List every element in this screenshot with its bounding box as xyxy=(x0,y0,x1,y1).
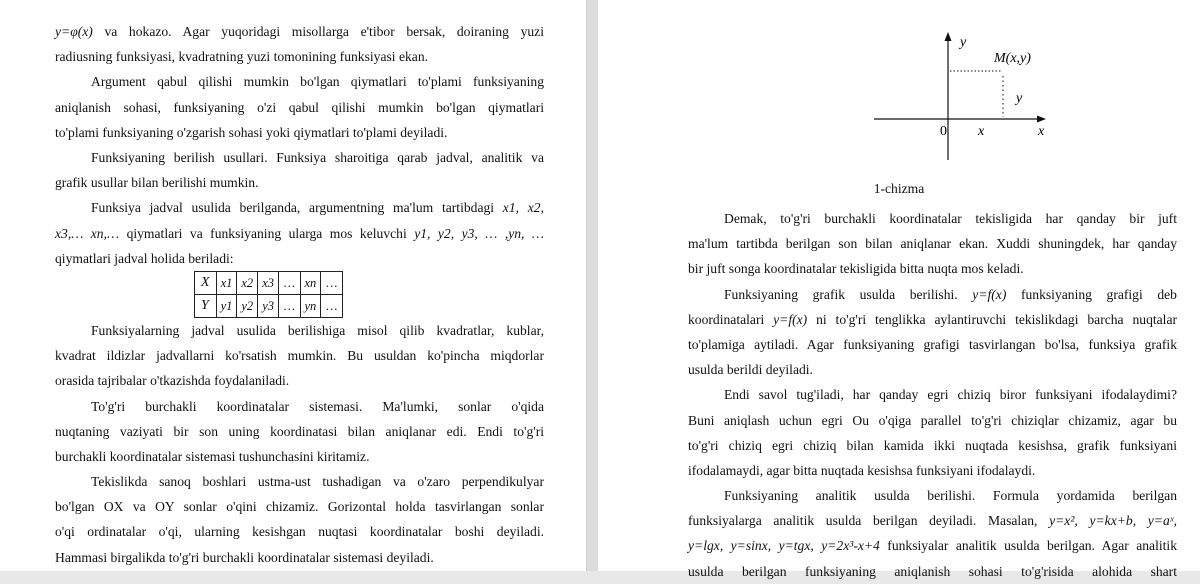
text-line: grafik usullar bilan berilishi mumkin. xyxy=(55,175,259,191)
text-line: x3,… xn,… qiymatlari va funksiyaning ularga mos keluvchi y1, y2, y3, … ,yn, … xyxy=(55,225,544,241)
text-line: Demak, to'g'ri burchakli koordinatalar tekisligida har qanday bir juft xyxy=(724,211,1177,226)
text-line: funksiyalarga analitik usulda berilgan deyiladi. Masalan, y=x², y=kx+b, y=aˣ, xyxy=(688,513,1177,529)
page-gutter xyxy=(586,0,598,571)
text-line: ma'lum tartibda berilgan son bilan aniqlanar ekan. Xuddi shuningdek, har qanday xyxy=(688,236,1177,252)
text-line: to'g'ri chiziq egri chiziq bilan kamida ikki nuqtada kesishsa, grafik funksiyani xyxy=(688,437,1177,453)
table-cell: … xyxy=(321,271,343,294)
origin-label: 0 xyxy=(940,124,947,139)
left-page xyxy=(0,0,586,571)
text-line: Endi savol tug'iladi, har qanday egri chiziq biror funksiyani ifodalaydimi? xyxy=(724,387,1177,403)
text-line: bir juft songa koordinatalar tekisligida bitta nuqta mos keladi. xyxy=(688,261,1024,277)
table-cell: y2 xyxy=(237,294,258,317)
y-axis-label: y xyxy=(960,35,967,50)
table-row xyxy=(195,271,343,294)
text-line: Funksiyaning grafik usulda berilishi. y=f(x) funksiyaning grafigi deb xyxy=(724,286,1177,302)
text-line: y=φ(x) va hokazo. Agar yuqoridagi misollarga e'tibor bersak, doiraning yuzi xyxy=(55,24,544,39)
table-cell: yn xyxy=(300,294,321,317)
text-line: Funksiyaning berilish usullari. Funksiya sharoitiga qarab jadval, analitik va xyxy=(91,149,544,165)
text-line: usulda berilgan funksiyaning aniqlanish sohasi to'g'risida alohida shart xyxy=(688,563,1177,579)
text-line: kvadrat ildizlar jadvallarni ko'rsatish mumkin. Bu usuldan ko'pincha miqdorlar xyxy=(55,348,544,364)
text-line: ifodalamaydi, agar bitta nuqtada kesishsa funksiyani ifodalaydi. xyxy=(688,462,1036,478)
text-line: Funksiyaning analitik usulda berilishi. Formula yordamida berilgan xyxy=(724,488,1177,504)
text-line: y=lgx, y=sinx, y=tgx, y=2x³-x+4 funksiyalar analitik usulda berilgan. Agar analitik xyxy=(688,538,1177,554)
text-line: Funksiyalarning jadval usulida berilishiga misol qilib kvadratlar, kublar, xyxy=(91,322,544,338)
value-table xyxy=(194,271,343,318)
table-cell: … xyxy=(279,271,301,294)
table-cell: x2 xyxy=(237,271,258,294)
table-cell: … xyxy=(321,294,343,317)
text-line: aniqlanish sohasi, funksiyaning o'zi qabul qilishi mumkin bo'lgan qiymatlari xyxy=(55,99,544,115)
table-row xyxy=(195,294,343,317)
point-label: M(x,y) xyxy=(994,51,1031,66)
text-line: usulda berildi deyiladi. xyxy=(688,362,813,378)
text-line: koordinatalari y=f(x) ni to'g'ri tenglikka aylantiruvchi tekislikdagi barcha nuqtalar xyxy=(688,311,1178,327)
y-axis-arrow xyxy=(945,32,952,41)
text-line: Argument qabul qilishi mumkin bo'lgan qiymatlari to'plami funksiyaning xyxy=(91,74,544,90)
text-line: bo'lgan OX va OY sonlar o'qini chizamiz. Gorizontal holda tasvirlangan sonlar xyxy=(55,499,544,515)
text-line: orasida tajribalar o'tkazishda foydalaniladi. xyxy=(55,373,290,389)
table-cell: x1 xyxy=(216,271,237,294)
x-mark-label: x xyxy=(978,124,985,139)
text-line: Funksiya jadval usulida berilganda, argumentning ma'lum tartibdagi x1, x2, xyxy=(91,200,544,216)
text-line: Tekislikda sanoq boshlari ustma-ust tushadigan va o'zaro perpendikulyar xyxy=(91,474,544,490)
right-page xyxy=(598,0,1200,579)
text-line: to'plami funksiyaning o'zgarish sohasi yoki qiymatlari to'plami deyiladi. xyxy=(55,124,448,140)
text-line: radiusning funksiyasi, kvadratning yuzi tomonining funksiyasi ekan. xyxy=(55,49,429,65)
table-cell: y1 xyxy=(216,294,237,317)
figure-caption: 1-chizma xyxy=(873,181,925,196)
table-cell: … xyxy=(279,294,301,317)
table-cell: xn xyxy=(300,271,321,294)
left-page-text xyxy=(55,19,544,570)
table-cell: x3 xyxy=(258,271,279,294)
text-line: to'plamiga aytiladi. Agar funksiyaning grafigi tasvirlangan bo'lsa, funksiya grafik xyxy=(688,336,1177,352)
coordinate-figure xyxy=(870,28,1060,168)
y-mark-label: y xyxy=(1016,91,1023,106)
text-line: qiymatlari jadval holida beriladi: xyxy=(55,250,234,266)
text-line: burchakli koordinatalar sistemasi tushunchasini kiritamiz. xyxy=(55,448,370,464)
text-line: Hammasi birgalikda to'g'ri burchakli koordinatalar sistemasi deyiladi. xyxy=(55,549,434,565)
x-axis-arrow xyxy=(1037,116,1046,123)
text-line: o'qi ordinatalar o'qi, ularning kesishgan nuqtasi koordinatalar boshi deyiladi. xyxy=(55,524,544,540)
right-page-text xyxy=(688,206,1177,584)
table-cell: X xyxy=(195,271,217,294)
text-line: To'g'ri burchakli koordinatalar sistemasi. Ma'lumki, sonlar o'qida xyxy=(91,398,544,414)
table-cell: y3 xyxy=(258,294,279,317)
text-line: Buni aniqlash uchun egri Ou o'qiga parallel to'g'ri chiziqlar chizamiz, agar bu xyxy=(688,412,1177,428)
x-axis-label: x xyxy=(1038,124,1045,139)
text-line: nuqtaning vaziyati bir son uning koordinatasi bilan aniqlanar edi. Endi to'g'ri xyxy=(55,423,544,439)
table-cell: Y xyxy=(195,294,217,317)
